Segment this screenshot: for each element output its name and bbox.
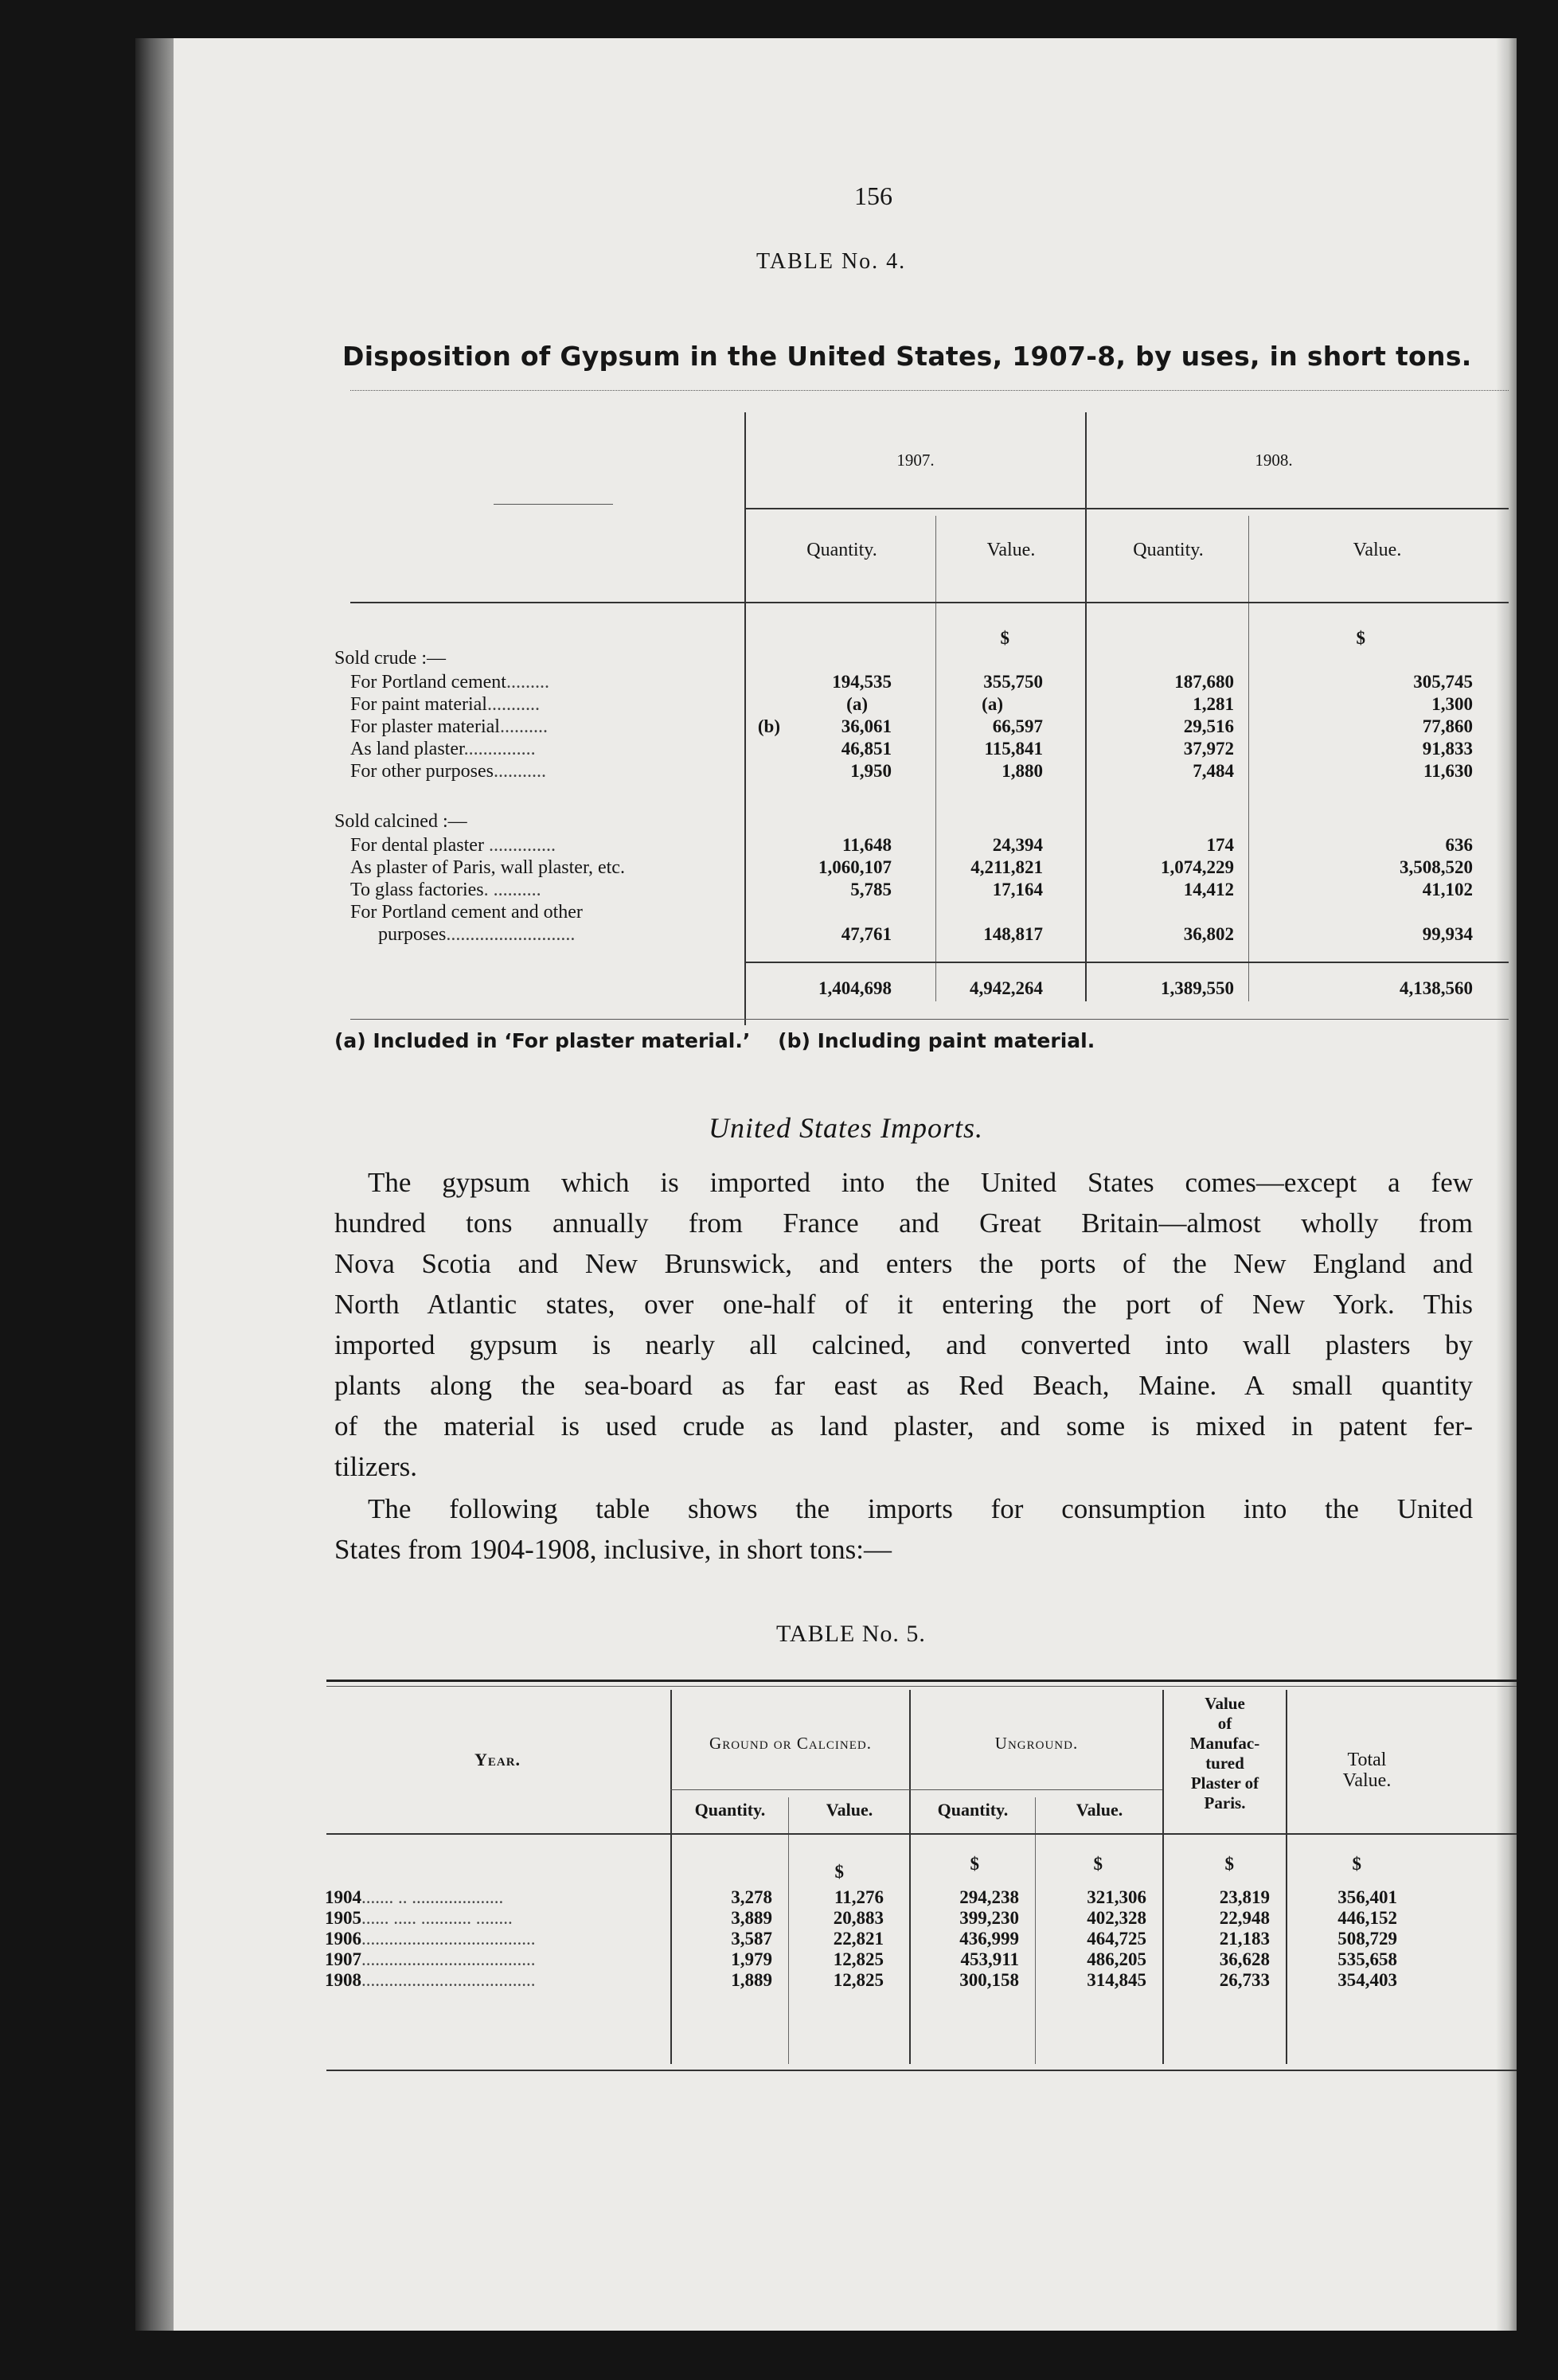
cell-value-1908: 636 (1445, 835, 1473, 855)
paragraph-line: States from 1904-1908, inclusive, in short tons:— (334, 1534, 892, 1565)
table4-vrule (744, 412, 746, 1025)
cell-value-1907: 1,880 (1002, 761, 1043, 781)
row-year: 1906...................................... (325, 1929, 536, 1949)
table5-subheader-rule (670, 1789, 1162, 1790)
table5-manuf-header (1164, 1694, 1286, 1813)
table5-col-value: Value. (1076, 1800, 1123, 1820)
paragraph-line: Nova Scotia and New Brunswick, and enters the ports of the New England and (334, 1248, 1473, 1279)
cell-value-1907: (a) (982, 694, 1003, 714)
cell-value-1907: 355,750 (983, 672, 1043, 692)
cell: 535,658 (1337, 1949, 1397, 1969)
cell-quantity-1907: 1,060,107 (818, 857, 892, 877)
total-quantity-1907: 1,404,698 (818, 978, 892, 998)
table4-col-value-1908: Value. (1353, 540, 1402, 560)
table5-year-header: Year. (474, 1750, 521, 1769)
cell-value-1908: 99,934 (1422, 924, 1473, 944)
footnote-a: (a) Included in ‘For plaster material.’ (334, 1029, 751, 1052)
page-number: 156 (854, 181, 892, 210)
paragraph-line: plants along the sea-board as far east as Red Beach, Maine. A small quantity (334, 1370, 1473, 1401)
cell-value-1908: 3,508,520 (1400, 857, 1473, 877)
cell: 321,306 (1087, 1887, 1146, 1907)
table4-top-rule (350, 390, 1509, 391)
dollar-sign: $ (1000, 628, 1009, 648)
cell: 508,729 (1337, 1929, 1397, 1949)
cell: 3,278 (731, 1887, 772, 1907)
cell: 23,819 (1219, 1887, 1270, 1907)
footnote-b: (b) Including paint material. (778, 1029, 1095, 1052)
row-year: 1905...... ..... ........... ........ (325, 1908, 513, 1928)
cell-value-1908: 11,630 (1423, 761, 1473, 781)
dollar-sign: $ (1352, 1854, 1361, 1874)
cell-quantity-1907: (a) (846, 694, 868, 714)
paragraph-line: hundred tons annually from France and Great Britain—almost wholly from (334, 1208, 1473, 1239)
table4-header-rule (744, 508, 1509, 509)
table4-vrule (1085, 412, 1087, 1001)
dollar-sign: $ (1356, 628, 1365, 648)
cell: 436,999 (959, 1929, 1019, 1949)
table5-vrule (788, 1797, 789, 2064)
table5-col-quantity: Quantity. (937, 1800, 1009, 1820)
table4-row-label: For plaster material.......... (350, 716, 548, 737)
paragraph-line: imported gypsum is nearly all calcined, and converted into wall plasters by (334, 1329, 1473, 1360)
table5-total-header (1287, 1750, 1447, 1791)
row-year: 1907...................................... (325, 1949, 536, 1969)
cell: 3,889 (731, 1908, 772, 1928)
table4-group-label: Sold calcined :— (334, 811, 467, 832)
paragraph-line: North Atlantic states, over one-half of it entering the port of New York. This (334, 1289, 1473, 1320)
table4-vrule (1248, 516, 1249, 1001)
cell: 36,628 (1219, 1949, 1270, 1969)
total-value-1907: 4,942,264 (970, 978, 1043, 998)
cell: 453,911 (960, 1949, 1019, 1969)
table4-row-label: For Portland cement......... (350, 672, 549, 693)
table4-col-quantity-1907: Quantity. (806, 540, 877, 560)
cell: 11,276 (834, 1887, 884, 1907)
cell-quantity-1908: 37,972 (1183, 739, 1234, 759)
table5-top-rule (326, 1680, 1517, 1682)
cell-quantity-1908: 174 (1206, 835, 1234, 855)
cell: 22,948 (1219, 1908, 1270, 1928)
total-quantity-1908: 1,389,550 (1161, 978, 1234, 998)
cell-value-1908: 305,745 (1413, 672, 1473, 692)
cell-value-1907: 24,394 (992, 835, 1043, 855)
cell-quantity-1907: 11,648 (842, 835, 892, 855)
header-line: Value (1205, 1694, 1245, 1713)
table4-title: Disposition of Gypsum in the United States, 1907-8, by uses, in short tons. (342, 341, 1472, 372)
cell: 12,825 (833, 1970, 884, 1990)
scanned-page (135, 38, 1517, 2331)
table4-row-label: purposes........................... (378, 924, 576, 945)
header-line: Manufac- (1189, 1734, 1260, 1753)
table4-total-rule (744, 962, 1509, 963)
row-year: 1908...................................... (325, 1970, 536, 1990)
table5-col-quantity: Quantity. (694, 1800, 766, 1820)
table4-year-header-1908: 1908. (1255, 451, 1293, 470)
cell-quantity-1907: 5,785 (850, 880, 892, 899)
cell-value-1907: 17,164 (992, 880, 1043, 899)
table5-col-value: Value. (826, 1800, 873, 1820)
table5-header-bottom-rule (326, 1833, 1517, 1835)
cell-quantity-1908: 1,074,229 (1161, 857, 1234, 877)
cell: 26,733 (1219, 1970, 1270, 1990)
table4-row-label: As land plaster............... (350, 739, 536, 759)
page-edge (1496, 38, 1517, 2331)
table4-footnotes (334, 1029, 1095, 1052)
dollar-sign: $ (970, 1854, 979, 1874)
cell-value-1908: 1,300 (1431, 694, 1473, 714)
table5-unground-header: Unground. (994, 1734, 1079, 1753)
cell-value-1907: 148,817 (983, 924, 1043, 944)
dollar-sign: $ (1224, 1854, 1234, 1874)
cell-value-1907: 4,211,821 (970, 857, 1043, 877)
cell: 486,205 (1087, 1949, 1146, 1969)
cell-quantity-1907: 194,535 (832, 672, 892, 692)
table5-vrule (1286, 1690, 1287, 2064)
row-year: 1904....... .. .................... (325, 1887, 504, 1907)
header-line: tured (1205, 1754, 1244, 1773)
table5-vrule (1035, 1797, 1036, 2064)
paragraph-table-intro (334, 1488, 1473, 1570)
header-line: Value. (1342, 1770, 1392, 1791)
cell: 22,821 (833, 1929, 884, 1949)
book-gutter-shadow (135, 38, 174, 2331)
table4-col-value-1907: Value. (986, 540, 1036, 560)
cell: 300,158 (959, 1970, 1019, 1990)
cell: 3,587 (731, 1929, 772, 1949)
cell-quantity-1908: 187,680 (1174, 672, 1234, 692)
table4-row-label: For Portland cement and other (350, 902, 583, 923)
header-line: Paris. (1204, 1793, 1246, 1812)
table4-year-header-1907: 1907. (896, 451, 935, 470)
cell: 356,401 (1337, 1887, 1397, 1907)
cell: 314,845 (1087, 1970, 1146, 1990)
header-line: Plaster of (1190, 1773, 1259, 1793)
cell-quantity-1908: 7,484 (1193, 761, 1234, 781)
table5-top-rule-2 (326, 1686, 1517, 1687)
table5-ground-header: Ground or Calcined. (709, 1734, 872, 1753)
cell: 20,883 (833, 1908, 884, 1928)
cell: 354,403 (1337, 1970, 1397, 1990)
cell-quantity-1908: 14,412 (1183, 880, 1234, 899)
cell-quantity-1907: 1,950 (850, 761, 892, 781)
cell: 446,152 (1337, 1908, 1397, 1928)
cell: 1,979 (731, 1949, 772, 1969)
cell-quantity-1907: 46,851 (841, 739, 892, 759)
cell-value-1908: 91,833 (1422, 739, 1473, 759)
table4-row-label: To glass factories. .......... (350, 880, 541, 900)
cell-quantity-1908: 36,802 (1183, 924, 1234, 944)
cell-quantity-1907: 36,061 (841, 716, 892, 736)
header-line: Total (1347, 1750, 1387, 1770)
table4-group-label: Sold crude :— (334, 648, 446, 669)
cell: 21,183 (1219, 1929, 1270, 1949)
cell: 294,238 (959, 1887, 1019, 1907)
cell: 12,825 (833, 1949, 884, 1969)
paragraph-line: of the material is used crude as land plaster, and some is mixed in patent fer- (334, 1410, 1473, 1442)
cell: 1,889 (731, 1970, 772, 1990)
cell: 464,725 (1087, 1929, 1146, 1949)
cell: 402,328 (1087, 1908, 1146, 1928)
table4-stub-rule (494, 504, 613, 505)
section-title: United States Imports. (709, 1112, 983, 1144)
table4-row-label: For other purposes........... (350, 761, 546, 782)
cell-quantity-1908: 1,281 (1193, 694, 1234, 714)
table4-col-quantity-1908: Quantity. (1133, 540, 1204, 560)
cell-value-1908: 41,102 (1422, 880, 1473, 899)
paragraph-imports (334, 1162, 1473, 1487)
cell-value-1907: 66,597 (992, 716, 1043, 736)
table4-row-label: For dental plaster .............. (350, 835, 556, 856)
cell-note-mark: (b) (757, 716, 780, 736)
cell-value-1907: 115,841 (984, 739, 1043, 759)
cell-value-1908: 77,860 (1422, 716, 1473, 736)
table4-header-bottom-rule (350, 602, 1509, 603)
cell: 399,230 (959, 1908, 1019, 1928)
table4-bottom-rule (350, 1019, 1509, 1020)
header-line: of (1217, 1714, 1232, 1733)
table4-caption: TABLE No. 4. (756, 249, 907, 274)
total-value-1908: 4,138,560 (1400, 978, 1473, 998)
paragraph-line: The following table shows the imports for consumption into the United (368, 1493, 1473, 1524)
dollar-sign: $ (1093, 1854, 1103, 1874)
cell-quantity-1908: 29,516 (1183, 716, 1234, 736)
paragraph-line: The gypsum which is imported into the United States comes—except a few (368, 1167, 1473, 1198)
paragraph-line: tilizers. (334, 1451, 417, 1482)
table4-row-label: As plaster of Paris, wall plaster, etc. (350, 857, 625, 878)
cell-quantity-1907: 47,761 (841, 924, 892, 944)
table4-row-label: For paint material........... (350, 694, 540, 715)
dollar-sign: $ (834, 1862, 844, 1882)
table5-caption: TABLE No. 5. (776, 1621, 926, 1647)
table5-bottom-rule (326, 2070, 1517, 2071)
